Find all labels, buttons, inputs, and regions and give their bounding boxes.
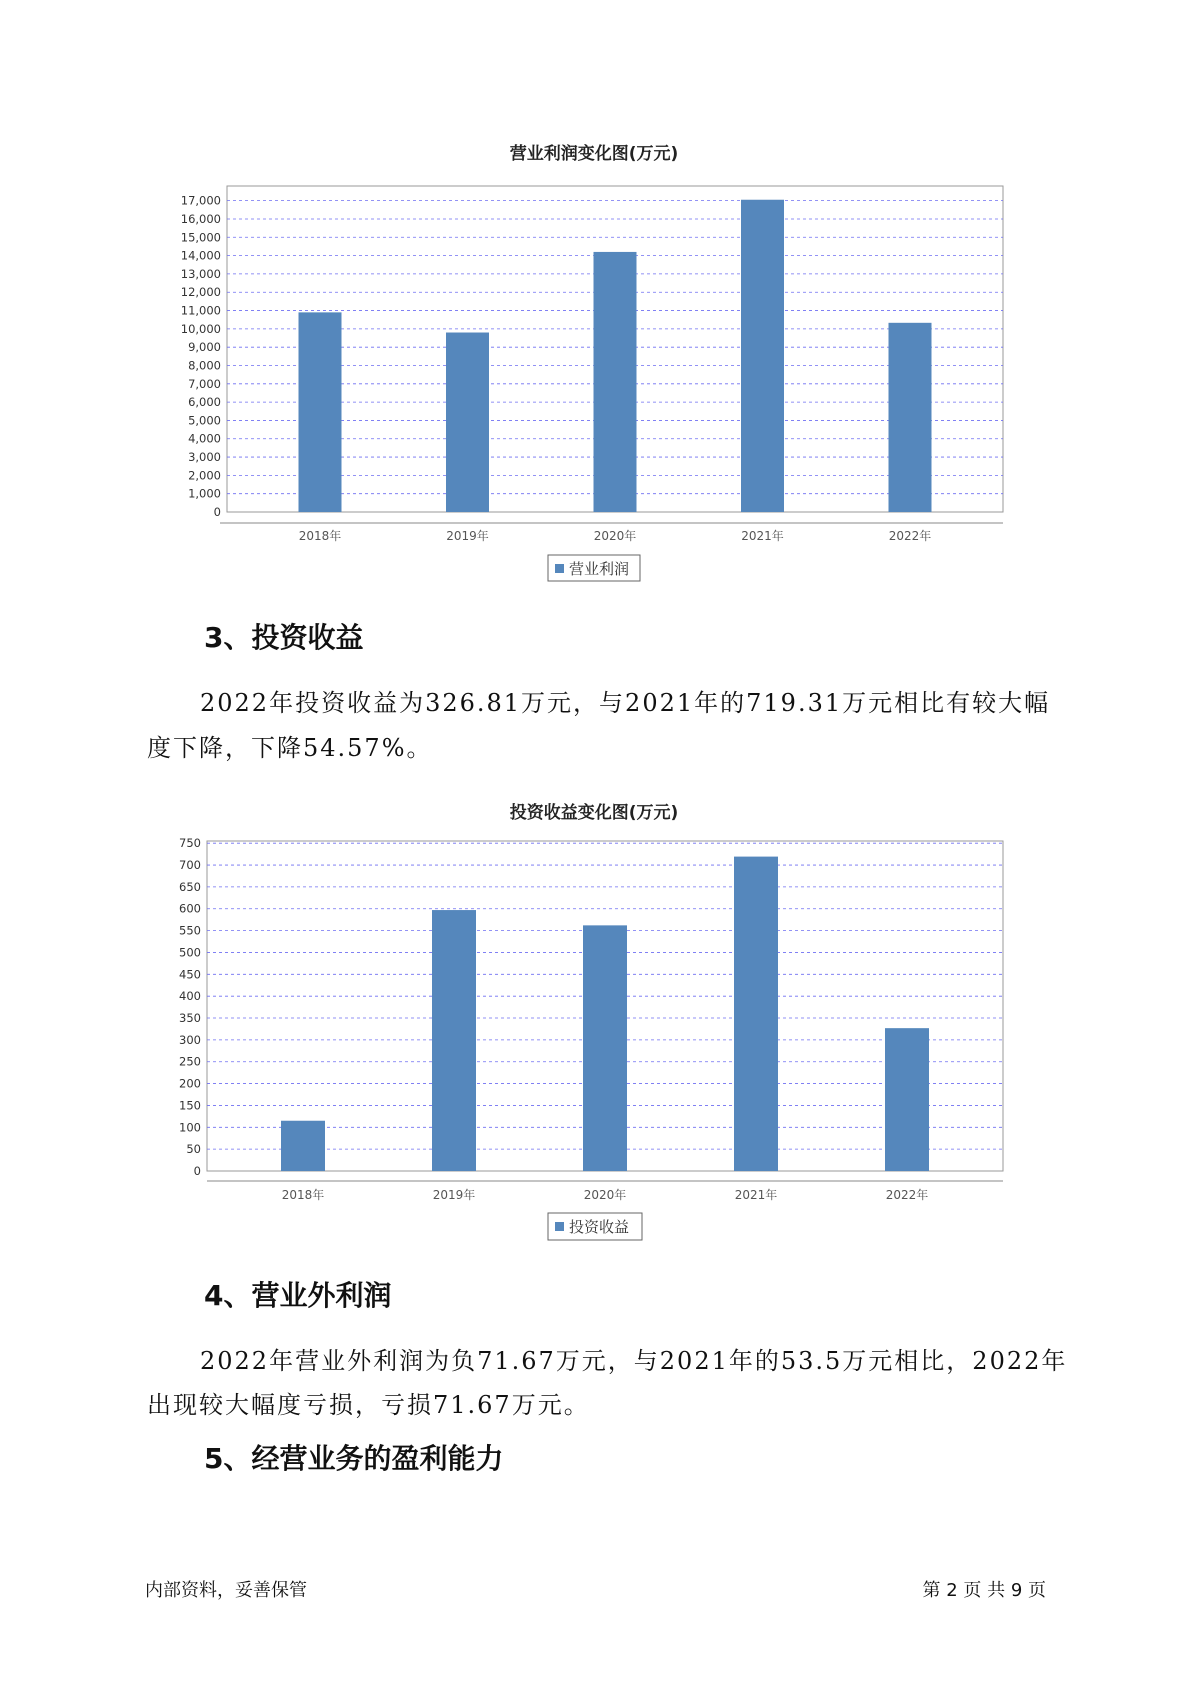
- y-tick-label: 2,000: [188, 468, 221, 483]
- y-tick-label: 600: [179, 901, 201, 916]
- section-heading-investment-income: 3、投资收益: [204, 621, 364, 654]
- x-tick-label-2022: 2022年: [888, 529, 932, 543]
- chart-title: 营业利润变化图(万元): [509, 144, 679, 164]
- bar-2021: [734, 857, 778, 1171]
- x-tick-label-2018: 2018年: [298, 529, 342, 543]
- y-tick-label: 10,000: [180, 321, 221, 336]
- y-tick-label: 50: [186, 1142, 201, 1157]
- paragraph-line: 2022年投资收益为326.81万元，与2021年的719.31万元相比有较大幅: [200, 689, 1051, 717]
- bar-2021: [741, 200, 784, 512]
- x-tick-label-2019: 2019年: [446, 529, 489, 543]
- y-tick-label: 150: [179, 1098, 201, 1113]
- y-tick-label: 700: [179, 858, 201, 873]
- y-tick-label: 200: [179, 1076, 201, 1091]
- y-tick-label: 100: [179, 1120, 201, 1135]
- y-tick-label: 14,000: [180, 248, 221, 263]
- y-tick-label: 0: [193, 1164, 201, 1178]
- y-tick-label: 650: [179, 879, 201, 894]
- y-tick-label: 550: [179, 923, 201, 938]
- y-tick-label: 7,000: [188, 376, 221, 391]
- bar-2022: [885, 1028, 929, 1171]
- legend: [548, 1213, 642, 1240]
- legend: [548, 555, 640, 581]
- bar-2022: [889, 323, 932, 512]
- y-tick-label: 0: [213, 505, 221, 519]
- legend-label: 营业利润: [569, 560, 630, 578]
- investment-income-chart: [0, 790, 1191, 1250]
- y-tick-label: 400: [179, 989, 201, 1004]
- y-axis-labels: [181, 194, 221, 519]
- y-tick-label: 4,000: [188, 431, 221, 446]
- y-tick-label: 350: [179, 1011, 201, 1026]
- y-tick-label: 750: [179, 836, 201, 851]
- bar-2019: [432, 910, 476, 1171]
- section-heading-profitability: 5、经营业务的盈利能力: [204, 1442, 504, 1475]
- legend-swatch: [555, 1222, 564, 1231]
- paragraph-line: 度下降，下降54.57%。: [147, 734, 433, 762]
- y-tick-label: 450: [179, 967, 201, 982]
- y-tick-label: 15,000: [180, 230, 221, 245]
- section-heading-non-operating-profit: 4、营业外利润: [204, 1279, 392, 1312]
- y-tick-label: 8,000: [188, 358, 221, 373]
- x-tick-label-2020: 2020年: [583, 1188, 627, 1202]
- y-tick-label: 300: [179, 1032, 201, 1047]
- bar-2020: [594, 252, 637, 512]
- x-tick-label-2020: 2020年: [593, 529, 637, 543]
- y-tick-label: 11,000: [180, 303, 221, 318]
- y-tick-label: 17,000: [180, 193, 221, 208]
- y-tick-label: 1,000: [188, 486, 221, 501]
- legend-label: 投资收益: [569, 1218, 630, 1236]
- x-tick-label-2019: 2019年: [432, 1188, 476, 1202]
- footer-confidential-note: 内部资料，妥善保管: [145, 1580, 307, 1601]
- bar-2018: [281, 1121, 325, 1171]
- y-tick-label: 9,000: [188, 340, 221, 355]
- y-tick-label: 12,000: [180, 285, 221, 300]
- bar-2020: [583, 925, 627, 1171]
- y-tick-label: 5,000: [188, 413, 221, 428]
- legend-swatch: [555, 564, 564, 573]
- y-tick-label: 500: [179, 945, 201, 960]
- x-tick-label-2021: 2021年: [741, 529, 784, 543]
- y-tick-label: 3,000: [188, 450, 221, 465]
- x-tick-label-2018: 2018年: [281, 1188, 325, 1202]
- y-tick-label: 16,000: [180, 211, 221, 226]
- paragraph-line: 出现较大幅度亏损，亏损71.67万元。: [147, 1391, 590, 1419]
- operating-profit-chart: [0, 130, 1191, 590]
- footer-page-number: 第 2 页 共 9 页: [922, 1580, 1046, 1601]
- chart-title: 投资收益变化图(万元): [509, 803, 679, 823]
- y-tick-label: 6,000: [188, 395, 221, 410]
- bar-2018: [299, 312, 342, 512]
- y-tick-label: 250: [179, 1054, 201, 1069]
- y-tick-label: 13,000: [180, 266, 221, 281]
- bar-2019: [446, 333, 489, 512]
- x-tick-label-2021: 2021年: [734, 1188, 778, 1202]
- paragraph-line: 2022年营业外利润为负71.67万元，与2021年的53.5万元相比，2022年: [200, 1347, 1068, 1375]
- y-axis-labels: [179, 836, 201, 1178]
- x-axis-labels: [282, 1187, 929, 1202]
- x-axis-labels: [299, 528, 932, 543]
- x-tick-label-2022: 2022年: [885, 1188, 929, 1202]
